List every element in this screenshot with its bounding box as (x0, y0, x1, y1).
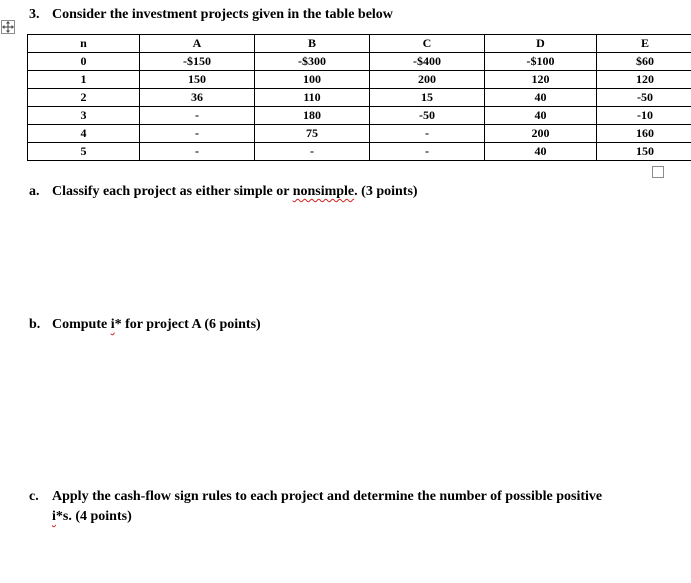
table-cell[interactable]: 150 (597, 143, 691, 161)
table-cell[interactable]: - (255, 143, 370, 161)
table-cell[interactable]: 75 (255, 125, 370, 143)
table-cell[interactable]: -$300 (255, 53, 370, 71)
table-cell[interactable]: 36 (140, 89, 255, 107)
part-b-label: b. (29, 317, 41, 332)
table-cell[interactable]: - (140, 143, 255, 161)
part-c-label: c. (29, 489, 39, 504)
table-cell[interactable]: 1 (28, 71, 140, 89)
part-a-spellcheck-word[interactable]: nonsimple (292, 184, 355, 199)
part-a (29, 184, 418, 200)
table-cell[interactable]: 40 (485, 143, 597, 161)
question-title (29, 7, 393, 23)
table-cell[interactable]: -50 (597, 89, 691, 107)
table-header-row (28, 35, 691, 53)
table-cell[interactable]: - (140, 107, 255, 125)
investment-table (27, 34, 691, 161)
table-header-cell[interactable]: D (485, 35, 597, 53)
part-c (29, 489, 602, 505)
question-text: Consider the investment projects given in the table below (52, 7, 393, 22)
table-cell[interactable]: 180 (255, 107, 370, 125)
table-cell[interactable]: 200 (370, 71, 485, 89)
table-cell[interactable]: -$100 (485, 53, 597, 71)
table-cell[interactable]: - (140, 125, 255, 143)
table-cell[interactable]: 5 (28, 143, 140, 161)
table-resize-handle-icon[interactable] (652, 166, 664, 178)
part-c-line1: Apply the cash-flow sign rules to each project and determine the number of possible positive (52, 489, 603, 504)
part-b (29, 317, 261, 333)
part-b-text-end: * for project A (6 points) (114, 317, 261, 332)
table-cell[interactable]: 15 (370, 89, 485, 107)
table-row (28, 143, 691, 161)
table-cell[interactable]: -10 (597, 107, 691, 125)
part-c-line2-text: *s. (4 points) (55, 509, 132, 524)
table-cell[interactable]: - (370, 125, 485, 143)
table-header-cell[interactable]: A (140, 35, 255, 53)
table-cell[interactable]: 0 (28, 53, 140, 71)
table-row (28, 89, 691, 107)
table-cell[interactable]: 100 (255, 71, 370, 89)
table-header-cell[interactable]: C (370, 35, 485, 53)
part-a-text: Classify each project as either simple or (52, 184, 293, 199)
question-number: 3. (29, 7, 40, 22)
table-cell[interactable]: -$150 (140, 53, 255, 71)
part-c-line2 (52, 509, 132, 525)
table-cell[interactable]: -50 (370, 107, 485, 125)
table-cell[interactable]: 150 (140, 71, 255, 89)
table-cell[interactable]: - (370, 143, 485, 161)
table-cell[interactable]: $60 (597, 53, 691, 71)
table-cell[interactable]: 40 (485, 89, 597, 107)
part-a-text-end: . (3 points) (354, 184, 418, 199)
table-row (28, 53, 691, 71)
table-header-cell[interactable]: B (255, 35, 370, 53)
part-a-label: a. (29, 184, 40, 199)
table-row (28, 125, 691, 143)
table-cell[interactable]: 200 (485, 125, 597, 143)
part-b-spellcheck-word[interactable]: i (110, 317, 115, 332)
table-cell[interactable]: 3 (28, 107, 140, 125)
table-cell[interactable]: -$400 (370, 53, 485, 71)
table-cell[interactable]: 40 (485, 107, 597, 125)
table-cell[interactable]: 120 (485, 71, 597, 89)
table-move-handle-icon[interactable] (1, 20, 15, 34)
table-header-cell[interactable]: n (28, 35, 140, 53)
table-cell[interactable]: 110 (255, 89, 370, 107)
table-header-cell[interactable]: E (597, 35, 691, 53)
table-cell[interactable]: 4 (28, 125, 140, 143)
table-cell[interactable]: 2 (28, 89, 140, 107)
table-row (28, 107, 691, 125)
table-cell[interactable]: 160 (597, 125, 691, 143)
part-b-text: Compute (52, 317, 111, 332)
part-c-spellcheck-word[interactable]: i (52, 509, 56, 524)
table-cell[interactable]: 120 (597, 71, 691, 89)
table-row (28, 71, 691, 89)
